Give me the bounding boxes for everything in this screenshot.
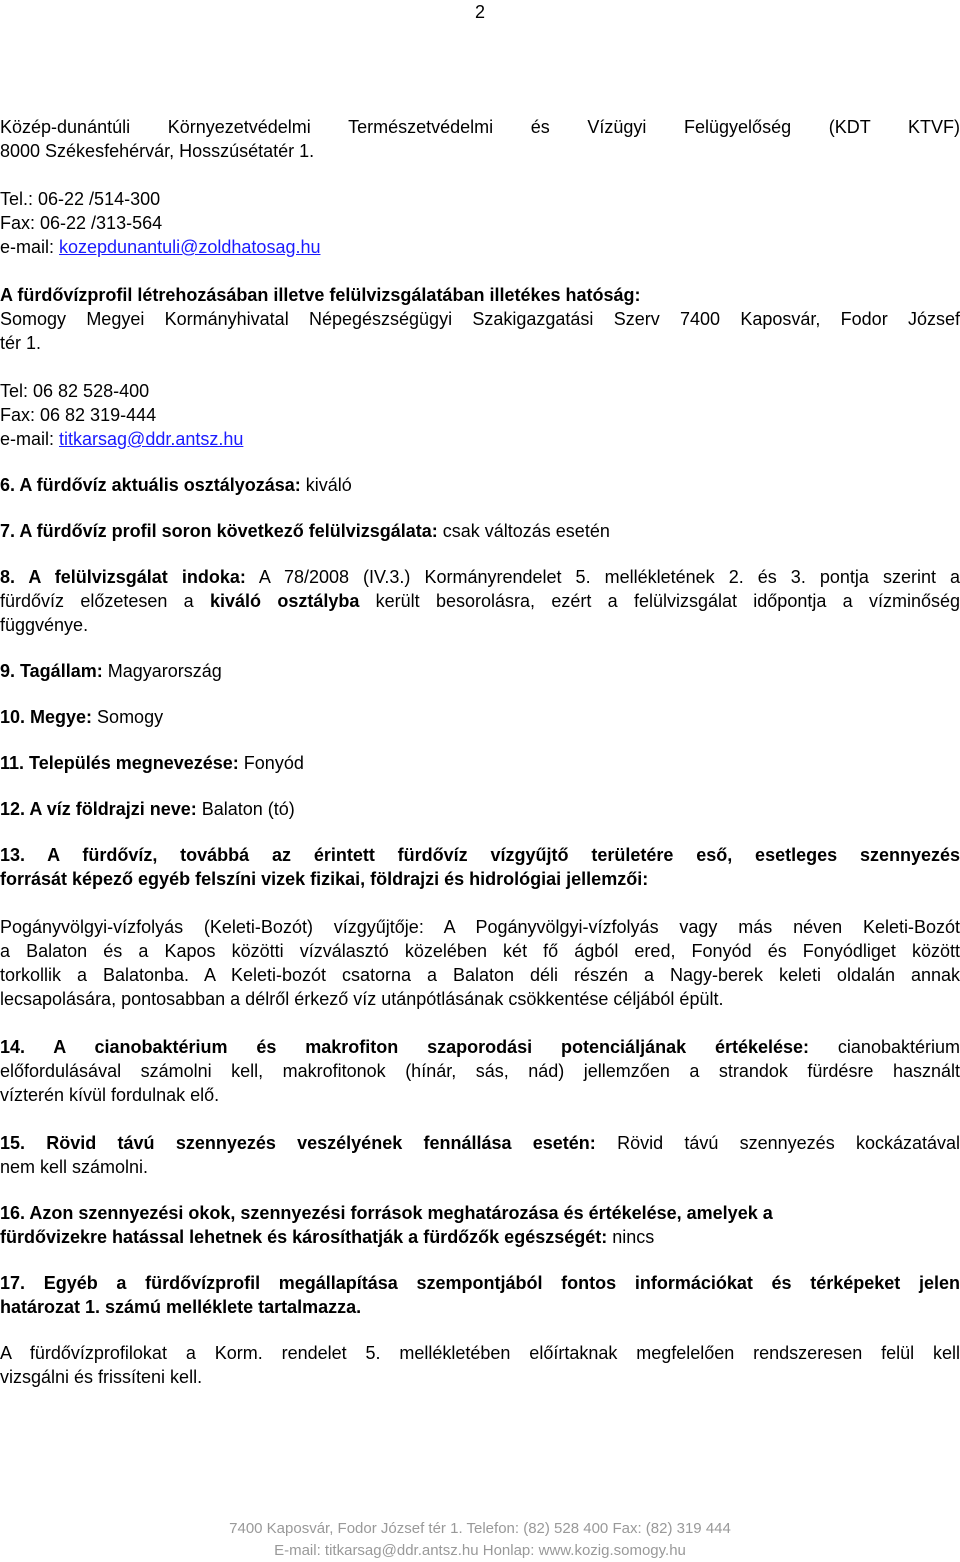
- section-14: 14. A cianobaktérium és makrofiton szaporodási potenciáljának értékelése: cianobaktérium előfordulásával számolni kell, makrofitonok (hínár, sás, nád) jellemzően a strandok fürdésre használt vízterén kívül fordulnak elő.: [0, 1037, 960, 1105]
- section-6: 6. A fürdővíz aktuális osztályozása: kiváló: [0, 475, 352, 495]
- footer-contact: E-mail: titkarsag@ddr.antsz.hu Honlap: www.kozig.somogy.hu: [274, 1542, 686, 1559]
- health-authority-fax: Fax: 06 82 319-444: [0, 405, 157, 425]
- section-13: 13. A fürdővíz, továbbá az érintett fürdővíz vízgyűjtő területére eső, esetleges szennyezés forrását képező egyéb felszíni vizek fizikai, földrajzi és hidrológiai jellemzői: Pogányvölgyi-vízfolyás (Keleti-Bozót) vízgyűjtője: A Pogányvölgyi-vízfolyás vagy más néven Keleti-Bozót a Balaton és a Kapos közötti vízválasztó közelében két fő ágból ered, Fonyód és Fonyódliget között torkollik a Balatonba. A Keleti-bozót csatorna a Balaton déli részén a Nagy-berek keleti oldalán annak lecsapolására, pontosabban a délről érkező víz utánpótlásának csökkentése céljából épült.: [0, 845, 960, 1009]
- section-9: 9. Tagállam: Magyarország: [0, 661, 222, 681]
- section-10: 10. Megye: Somogy: [0, 707, 164, 727]
- authority-email-link[interactable]: kozepdunantuli@zoldhatosag.hu: [59, 237, 321, 257]
- health-authority-block: [0, 283, 960, 451]
- email-label: e-mail:: [0, 429, 60, 449]
- health-authority-email-line: [0, 427, 960, 451]
- section-16: 16. Azon szennyezési okok, szennyezési források meghatározása és értékelése, amelyek a fürdővizekre hatással lehetnek és károsíthatják a fürdőzők egészségét: nincs: [0, 1203, 773, 1247]
- environmental-authority-block: [0, 115, 960, 259]
- section-7: 7. A fürdővíz profil soron következő felülvizsgálata: csak változás esetén: [0, 521, 610, 541]
- closing-paragraph: A fürdővízprofilokat a Korm. rendelet 5. mellékletében előírtaknak megfelelően rendszeresen felül kell vizsgálni és frissíteni kell.: [0, 1343, 960, 1387]
- section-15: 15. Rövid távú szennyezés veszélyének fennállása esetén: Rövid távú szennyezés kockázatával nem kell számolni.: [0, 1133, 960, 1177]
- page-number: 2: [474, 2, 485, 22]
- authority-name: Közép-dunántúli Környezetvédelmi Természetvédelmi és Vízügyi Felügyelőség (KDT KTVF): [0, 117, 960, 137]
- authority-email-line: [0, 235, 960, 259]
- authority-tel: Tel.: 06-22 /514-300: [0, 189, 161, 209]
- section-12: 12. A víz földrajzi neve: Balaton (tó): [0, 799, 295, 819]
- document-body: [0, 115, 960, 1389]
- section-8: 8. A felülvizsgálat indoka: A 78/2008 (IV.3.) Kormányrendelet 5. mellékletének 2. és 3. pontja szerint a fürdővíz előzetesen a kiváló osztályba került besorolásra, ezért a felülvizsgálat időpontja a vízminőség függvénye.: [0, 567, 960, 635]
- footer-address: 7400 Kaposvár, Fodor József tér 1. Telefon: (82) 528 400 Fax: (82) 319 444: [229, 1520, 731, 1537]
- email-label: e-mail:: [0, 237, 60, 257]
- health-authority-address-cont: tér 1.: [0, 333, 42, 353]
- authority-address: 8000 Székesfehérvár, Hosszúsétatér 1.: [0, 141, 315, 161]
- health-authority-address: Somogy Megyei Kormányhivatal Népegészségügyi Szakigazgatási Szerv 7400 Kaposvár, Fodor József: [0, 309, 960, 329]
- health-authority-heading: A fürdővízprofil létrehozásában illetve felülvizsgálatában illetékes hatóság:: [0, 285, 641, 305]
- section-17: 17. Egyéb a fürdővízprofil megállapítása szempontjából fontos információkat és térképeket jelen határozat 1. számú melléklete tartalmazza.: [0, 1273, 960, 1317]
- health-authority-email-link[interactable]: titkarsag@ddr.antsz.hu: [59, 429, 244, 449]
- health-authority-tel: Tel: 06 82 528-400: [0, 381, 150, 401]
- authority-fax: Fax: 06-22 /313-564: [0, 213, 163, 233]
- section-11: 11. Település megnevezése: Fonyód: [0, 753, 304, 773]
